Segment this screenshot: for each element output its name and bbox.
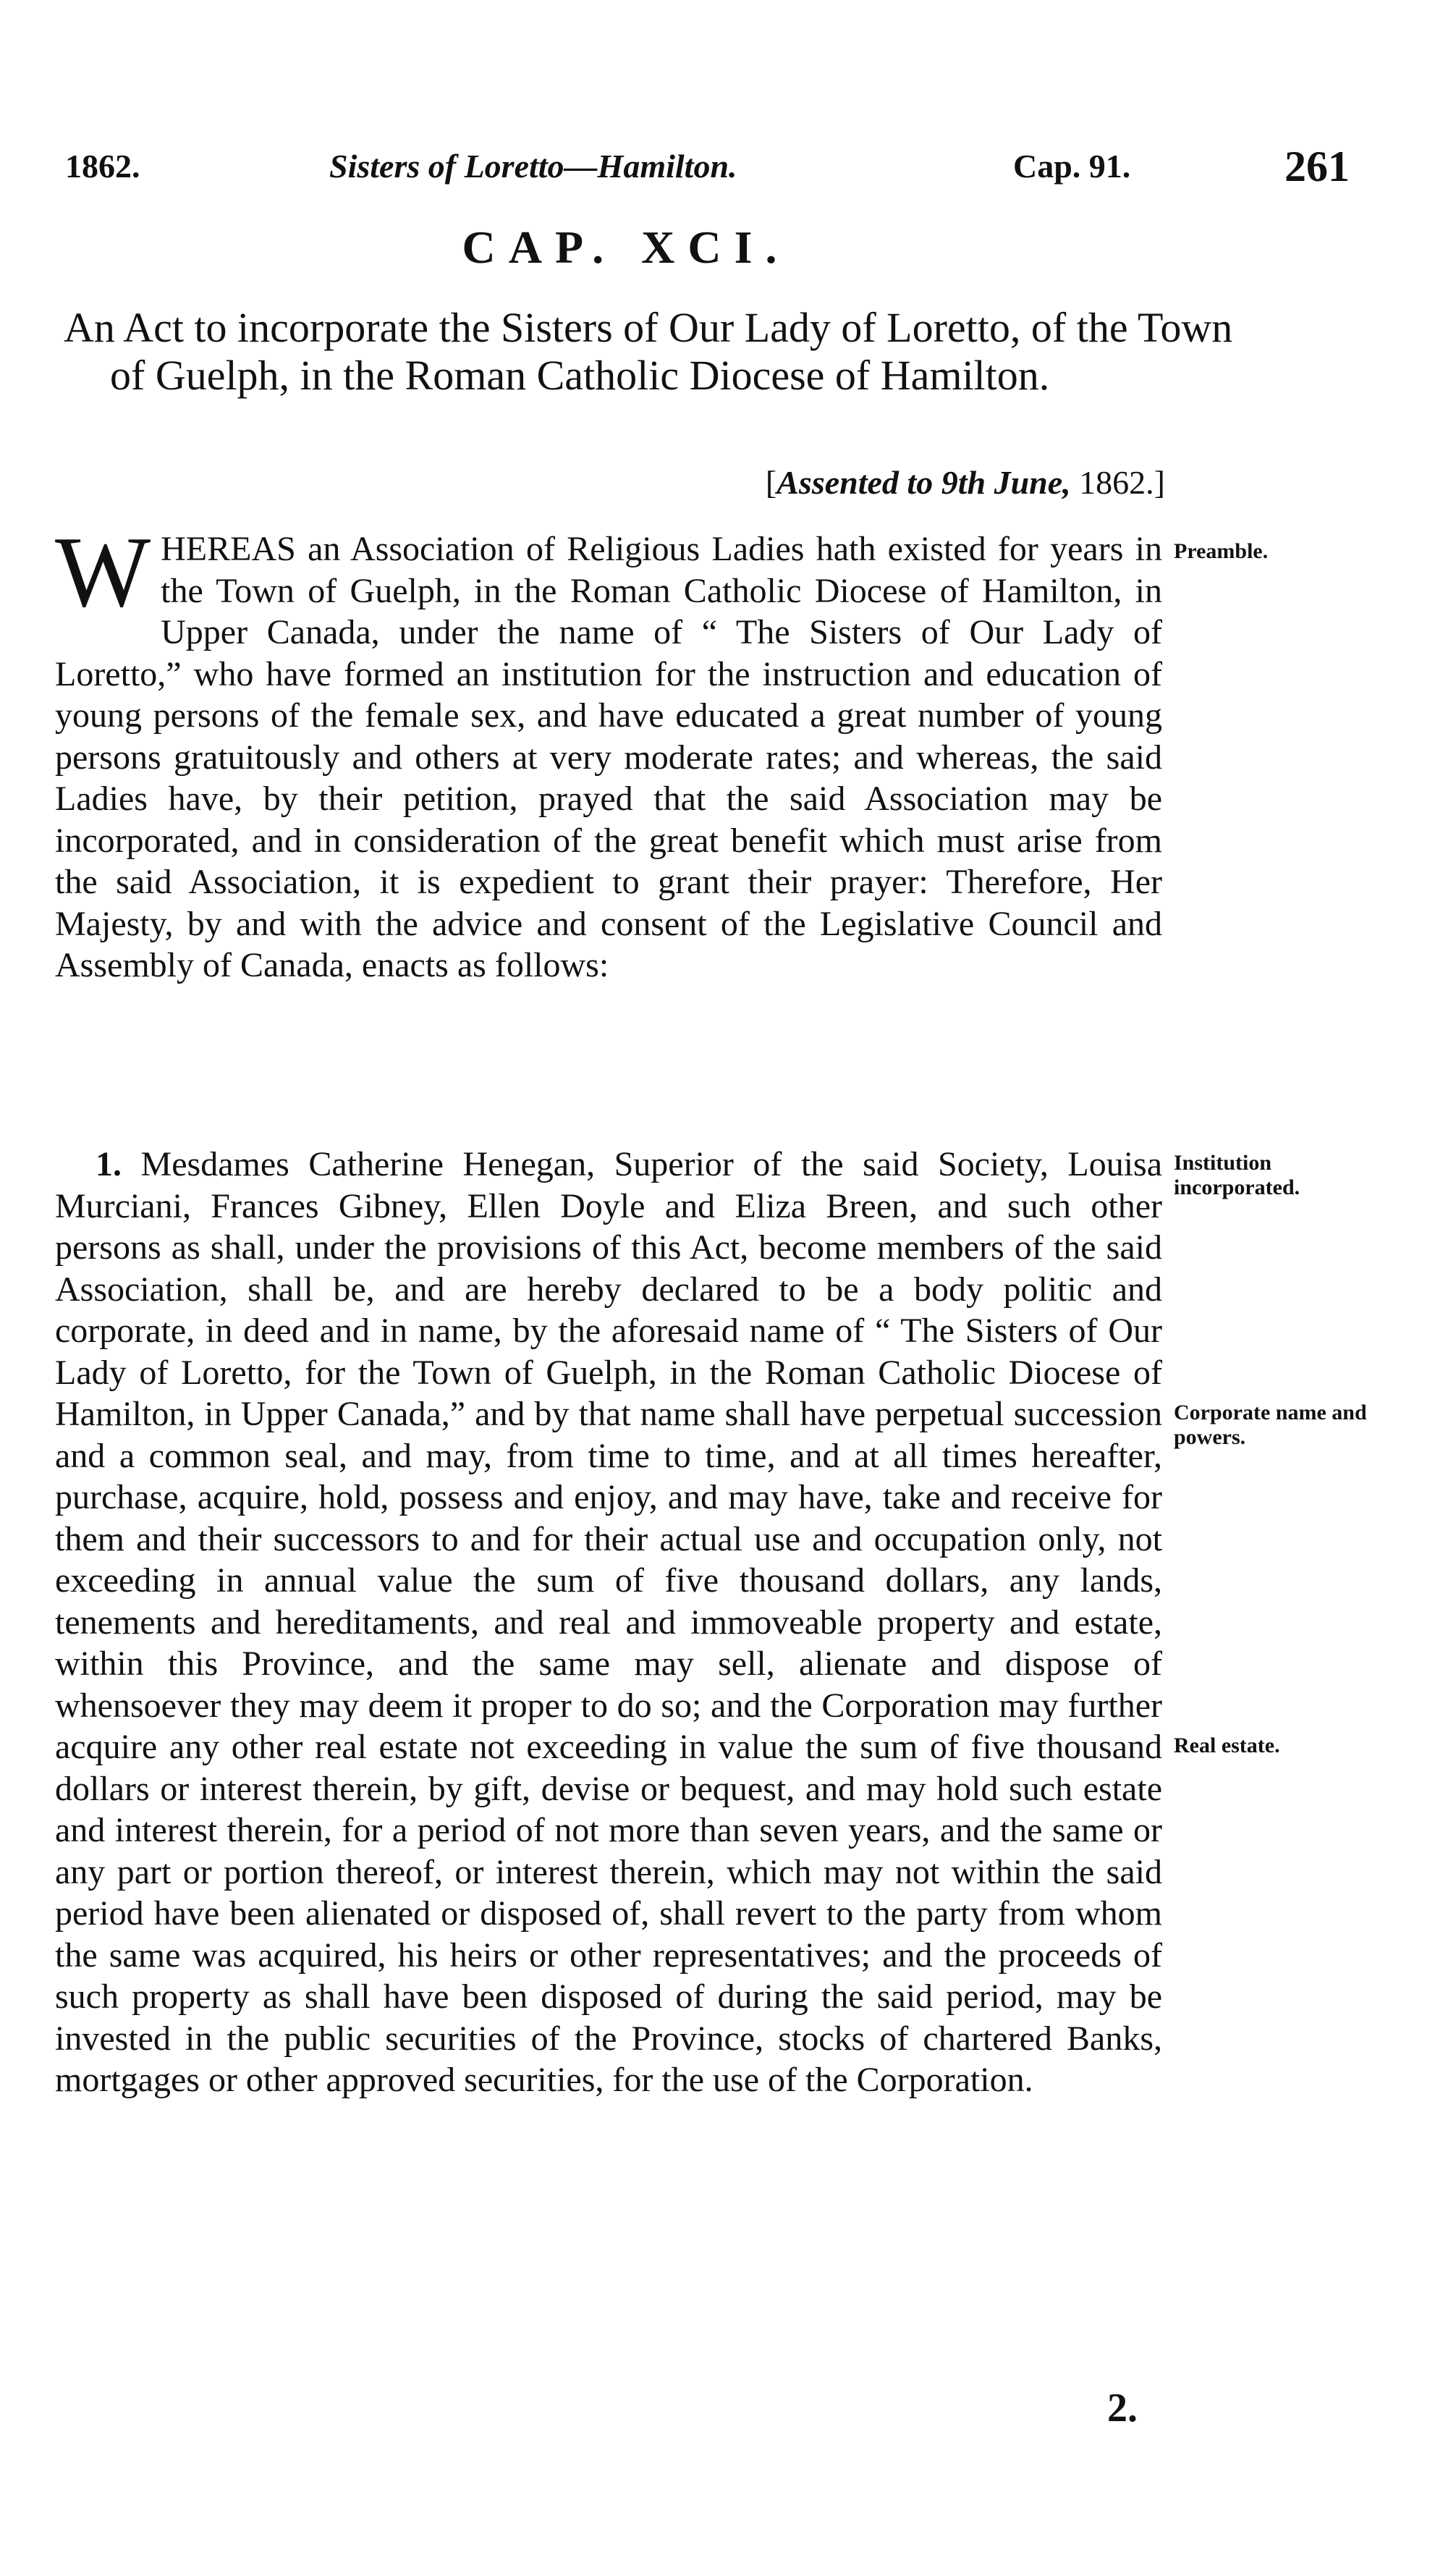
margin-note-real-estate: Real estate. — [1174, 1734, 1280, 1757]
running-head-year: 1862. — [65, 148, 140, 185]
preamble-paragraph — [55, 516, 1162, 987]
assent-text: Assented to 9th June, — [776, 464, 1071, 501]
chapter-heading: CAP. XCI. — [462, 221, 790, 273]
preamble-text: HEREAS an Association of Religious Ladies hath existed for years in the Town of Guelph, in the Roman Catholic Diocese of Hamilton, in Upper Canada, under the name of “ The Sisters of Our Lady of Loretto,” who have formed an institution for the instruction and education of young persons of the female sex, and have educated a great number of young persons gratuitously and others at very moderate rates; and whereas, the said Ladies have, by their petition, prayed that the said Association may be incorporated, and in consideration of the great benefit which must arise from the said Association, it is expedient to grant their prayer: Therefore, Her Majesty, by and with the advice and consent of the Legislative Council and Assembly of Canada, enacts as follows: — [55, 530, 1162, 984]
assent-line: [Assented to 9th June, 1862.] — [765, 464, 1165, 501]
assent-year: 1862. — [1079, 464, 1154, 501]
running-head-chapter: Cap. 91. — [1013, 148, 1131, 185]
section-number: 1. — [96, 1145, 122, 1183]
margin-note-preamble: Preamble. — [1174, 539, 1269, 563]
section-1-text: Mesdames Catherine Henegan, Superior of the said Society, Louisa Murciani, Frances Gibney, Ellen Doyle and Eliza Breen, and such other persons as shall, under the provisions of this Act, become members of the said Association, shall be, and are hereby declared to be a body politic and corporate, in deed and in name, by the aforesaid name of “ The Sisters of Our Lady of Loretto, for the Town of Guelph, in the Roman Catholic Diocese of Hamilton, in Upper Canada,” and by that name shall have perpetual succession and a common seal, and may, from time to time, and at all times hereafter, purchase, acquire, hold, possess and enjoy, and may have, take and receive for them and their successors to and for their actual use and occupation only, not exceeding in annual value the sum of five thousand dollars, any lands, tenements and hereditaments, and real and immoveable property and estate, within this Province, and the same may sell, alienate and dispose of whensoever they may deem it proper to do so; and the Corporation may further acquire any other real estate not exceeding in value the sum of five thousand dollars or interest therein, by gift, devise or bequest, and may hold such estate and interest therein, for a period of not more than seven years, and the same or any part or portion thereof, or interest therein, which may not within the said period have been alienated or disposed of, shall revert to the party from whom the same was acquired, his heirs or other representatives; and the proceeds of such property as shall have been disposed of during the said period, may be invested in the public securities of the Province, stocks of chartered Banks, mortgages or other approved securities, for the use of the Corporation. — [55, 1145, 1163, 2099]
section-1-paragraph — [55, 1144, 1162, 2101]
act-title: An Act to incorporate the Sisters of Our Lady of Loretto, of the Town of Guelph, in the Roman Catholic Diocese of Hamilton. — [64, 304, 1233, 399]
page-number: 261 — [1284, 143, 1350, 190]
drop-capital: W — [55, 516, 151, 628]
margin-note-institution: Institution incorporated. — [1174, 1151, 1300, 1199]
catchword: 2. — [1107, 2386, 1138, 2431]
running-head-title: Sisters of Loretto—Hamilton. — [329, 148, 737, 185]
margin-note-corporate: Corporate name and powers. — [1174, 1401, 1367, 1449]
